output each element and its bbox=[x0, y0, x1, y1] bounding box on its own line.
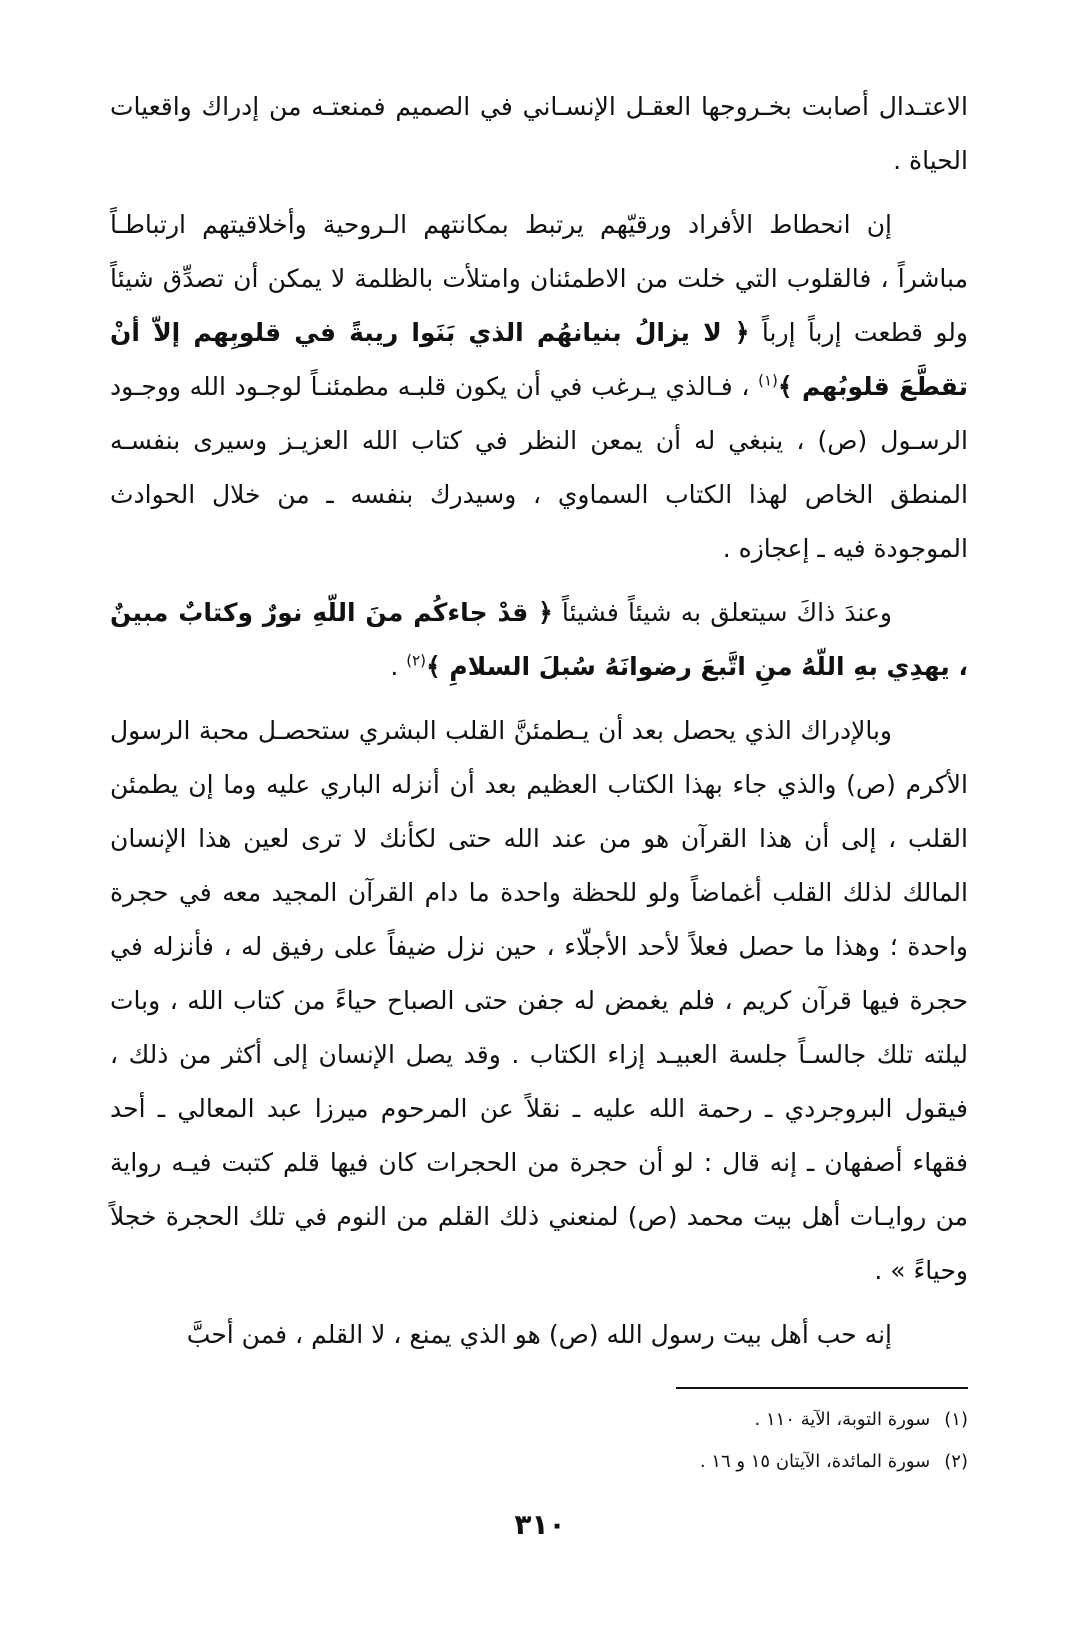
paragraph-5: إنه حب أهل بيت رسول الله (ص) هو الذي يمنع ، لا القلم ، فمن أحبَّ bbox=[186, 1320, 892, 1349]
footnote-1 bbox=[568, 1405, 968, 1435]
paragraph-2-text-before: إن انحطاط الأفراد ورقيّهم يرتبط بمكانتهم الـروحية وأخلاقيتهم ارتباطـاً مباشراً ، فالقلوب التي خلت من الاطمئنان وامتلأت بالظلمة لا يمكن أن تصدِّق شيئاً ولو قطعت إرباً إرباً bbox=[110, 210, 968, 347]
paragraph-3-text-after: . bbox=[390, 652, 399, 681]
paragraph-1: الاعتـدال أصابت بخـروجها العقـل الإنسـاني في الصميم فمنعتـه من إدراك واقعيات الحياة . bbox=[110, 92, 968, 175]
page-number: ٣١٠ bbox=[514, 1508, 566, 1541]
footnote-ref-2[interactable]: (٢) bbox=[406, 651, 427, 670]
body-text bbox=[110, 80, 968, 1372]
quran-verse-2: ﴿ قدْ جاءكُم منَ اللّهِ نورٌ وكتابٌ مبينٌ ، يهدِي بهِ اللّهُ منِ اتَّبعَ رضوانَهُ سُبلَ السلامِ ﴾ bbox=[110, 598, 968, 681]
paragraph-2 bbox=[110, 198, 968, 576]
footnote-2 bbox=[568, 1447, 968, 1477]
footnote-2-number: (٢) bbox=[944, 1451, 968, 1472]
footnote-ref-1[interactable]: (١) bbox=[758, 371, 778, 390]
footnote-1-text: سورة التوبة، الآية ١١٠ . bbox=[754, 1409, 931, 1430]
footnote-divider bbox=[676, 1387, 968, 1389]
footnote-1-number: (١) bbox=[944, 1409, 968, 1430]
paragraph-3 bbox=[110, 586, 968, 694]
paragraph-2-text-after: ، فـالذي يـرغب في أن يكون قلبـه مطمئنـاً لوجـود الله ووجـود الرسـول (ص) ، ينبغي له أن يمعن النظر في كتاب الله العزيـز وسيرى بنفسـه المنطق الخاص لهذا الكتاب السماوي ، وسيدرك بنفسه ـ من خلال الحوادث الموجودة فيه ـ إعجازه . bbox=[110, 372, 968, 563]
paragraph-4: وبالإدراك الذي يحصل بعد أن يـطمئنَّ القلب البشري ستحصـل محبة الرسول الأكرم (ص) والذي جاء بهذا الكتاب العظيم بعد أن أنزله الباري عليه وما إن يطمئن القلب ، إلى أن هذا القرآن هو من عند الله حتى لكأنك لا ترى لعين هذا الإنسان المالك لذلك القلب أغماضاً ولو للحظة واحدة ما دام القرآن المجيد معه في حجرة واحدة ؛ وهذا ما حصل فعلاً لأحد الأجلّاء ، حين نزل ضيفاً على رفيق له ، فأنزله في حجرة فيها قرآن كريم ، فلم يغمض له جفن حتى الصباح حياءً من كتاب الله ، وبات ليلته تلك جالسـاً جلسة العبيـد إزاء الكتاب . وقد يصل الإنسان إلى أكثر من ذلك ، فيقول البروجردي ـ رحمة الله عليه ـ نقلاً عن المرحوم ميرزا عبد المعالي ـ أحد فقهاء أصفهان ـ إنه قال : لو أن حجرة من الحجرات كان فيها قلم كتبت فيـه رواية من روايـات أهل بيت محمد (ص) لمنعني ذلك القلم من النوم في تلك الحجرة خجلاً وحياءً » . bbox=[110, 716, 968, 1285]
quran-verse-1: ﴿ لا يزالُ بنيانهُم الذي بَنَوا ريبةً في قلوبِهم إلاّ أنْ تقطَّعَ قلوبُهم ﴾ bbox=[110, 318, 968, 401]
footnote-2-text: سورة المائدة، الآيتان ١٥ و ١٦ . bbox=[699, 1451, 931, 1472]
paragraph-3-text-before: وعندَ ذاكَ سيتعلق به شيئاً فشيئاً bbox=[561, 598, 892, 627]
footnotes bbox=[568, 1405, 968, 1489]
